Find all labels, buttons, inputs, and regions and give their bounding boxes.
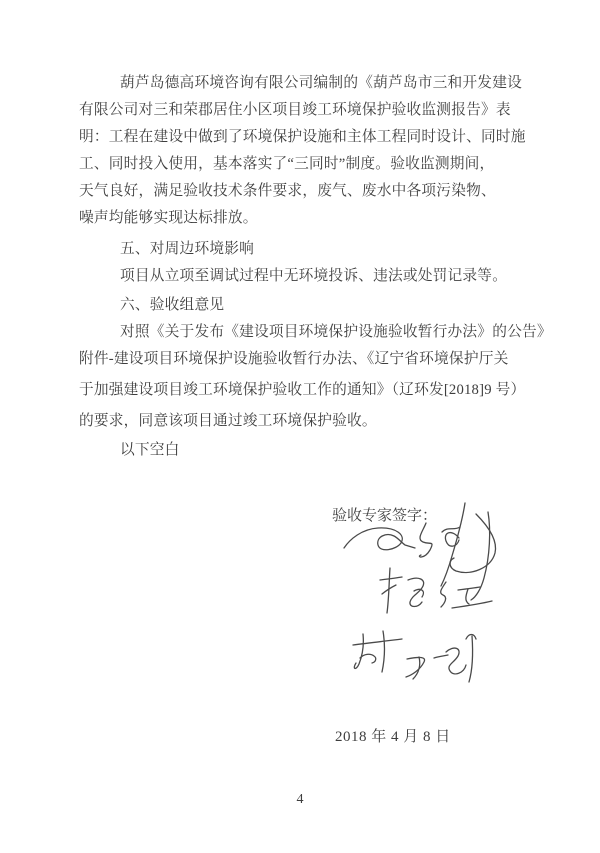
section-5-heading: 五、对周边环境影响: [120, 241, 254, 257]
paragraph-line: 有限公司对三和荣郡居住小区项目竣工环境保护验收监测报告》表: [79, 102, 511, 118]
paragraph-line: 明：工程在建设中做到了环境保护设施和主体工程同时设计、同时施: [79, 129, 526, 145]
document-body: [79, 70, 552, 464]
paragraph-line: 工、同时投入使用，基本落实了“三同时”制度。验收监测期间，: [79, 156, 495, 172]
blank-note: 以下空白: [120, 442, 180, 458]
signature-3-handwriting: [350, 628, 478, 690]
signature-2-handwriting: [374, 564, 499, 616]
paragraph-line: 噪声均能够实现达标排放。: [79, 210, 258, 226]
page-number: 4: [296, 792, 304, 807]
paragraph-line: 于加强建设项目竣工环境保护验收工作的通知》（辽环发[2018]9 号）: [79, 382, 526, 398]
section-5-body: 项目从立项至调试过程中无环境投诉、违法或处罚记录等。: [120, 268, 508, 284]
paragraph-line: 附件-建设项目环境保护设施验收暂行办法、《辽宁省环境保护厅关: [79, 351, 509, 367]
paragraph-line: 的要求，同意该项目通过竣工环境保护验收。: [79, 413, 377, 429]
paragraph-line: 天气良好，满足验收技术条件要求，废气、废水中各项污染物、: [79, 183, 496, 199]
date: 2018 年 4 月 8 日: [335, 729, 451, 745]
signature-label: 验收专家签字：: [332, 508, 438, 524]
paragraph-line: 葫芦岛德高环境咨询有限公司编制的《葫芦岛市三和开发建设: [120, 75, 522, 91]
signature-2-ink: [380, 568, 492, 613]
section-6-heading: 六、验收组意见: [120, 297, 225, 313]
paragraph-line: 对照《关于发布《建设项目环境保护设施验收暂行办法》的公告》: [120, 324, 552, 340]
signature-3-ink: [353, 631, 476, 682]
